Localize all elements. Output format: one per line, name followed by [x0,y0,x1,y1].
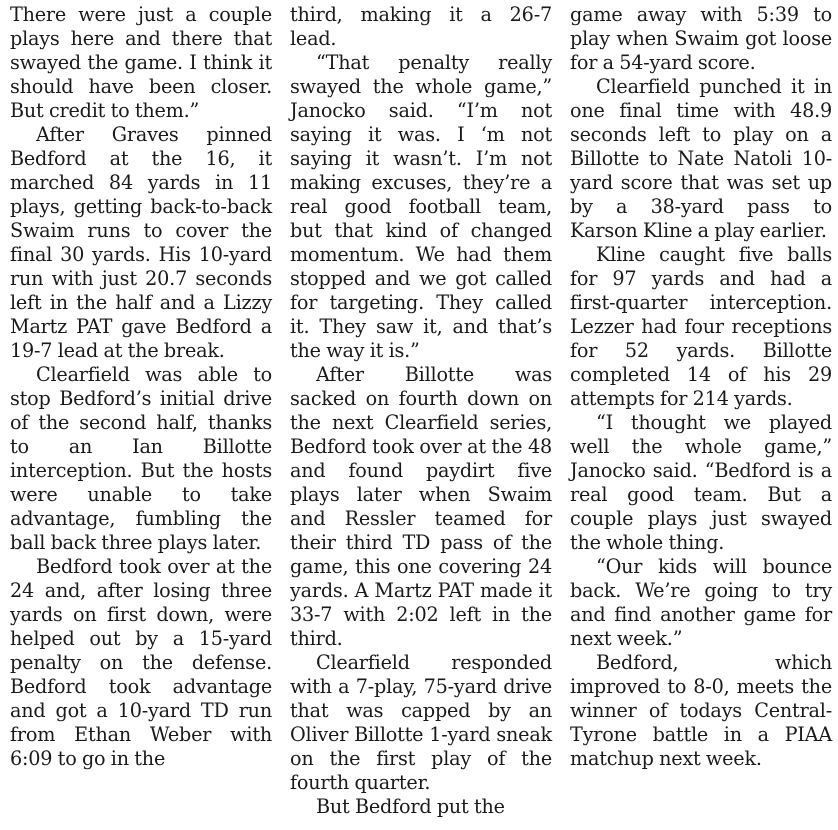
article-column-1 [10,3,272,830]
paragraph: “Our kids will bounce back. We’re going to try and find another game for next week.” [570,555,832,650]
paragraph: After Graves pinned Bedford at the 16, it marched 84 yards in 11 plays, getting back-to-back Swaim runs to cover the final 30 yards. His 10-yard run with just 20.7 seconds left in the half and a Lizzy Martz PAT gave Bedford a 19-7 lead at the break. [10,123,272,362]
paragraph: After Billotte was sacked on fourth down on the next Clearfield series, Bedford took over at the 48 and found paydirt five plays later when Swaim and Ressler teamed for their third TD pass of the game, this one covering 24 yards. A Martz PAT made it 33-7 with 2:02 left in the third. [290,363,552,650]
paragraph: Kline caught five balls for 97 yards and had a first-quarter interception. Lezzer had four receptions for 52 yards. Billotte completed 14 of his 29 attempts for 214 yards. [570,243,832,410]
paragraph: “I thought we played well the whole game,” Janocko said. “Bedford is a real good team. But a couple plays just swayed the whole thing. [570,411,832,554]
paragraph: Clearfield responded with a 7-play, 75-yard drive that was capped by an Oliver Billotte 1-yard sneak on the first play of the fourth quarter. [290,651,552,794]
paragraph: Bedford, which improved to 8-0, meets the winner of todays Central-Tyrone battle in a PIAA matchup next week. [570,651,832,770]
paragraph: third, making it a 26-7 lead. [290,3,552,50]
paragraph: But Bedford put the [316,795,505,818]
article-column-3 [570,3,832,830]
paragraph: Bedford took over at the 24 and, after losing three yards on first down, were helped out by a 15-yard penalty on the defense. Bedford took advantage and got a 10-yard TD run from Ethan Weber with 6:09 to go in the [10,555,272,770]
paragraph: Clearfield punched it in one final time with 48.9 seconds left to play on a Billotte to Nate Natoli 10-yard score that was set up by a 38-yard pass to Karson Kline a play earlier. [570,75,832,242]
article-column-2 [290,3,552,830]
paragraph: “That penalty really swayed the whole game,” Janocko said. “I’m not saying it was. I ‘m not saying it wasn’t. I’m not making excuses, they’re a real good football team, but that kind of changed momentum. We had them stopped and we got called for targeting. They called it. They saw it, and that’s the way it is.” [290,51,552,362]
paragraph: There were just a couple plays here and there that swayed the game. I think it should have been closer. But credit to them.” [10,3,272,122]
paragraph: game away with 5:39 to play when Swaim got loose for a 54-yard score. [570,3,832,74]
paragraph: Clearfield was able to stop Bedford’s initial drive of the second half, thanks to an Ian Billotte interception. But the hosts were unable to take advantage, fumbling the ball back three plays later. [10,363,272,554]
